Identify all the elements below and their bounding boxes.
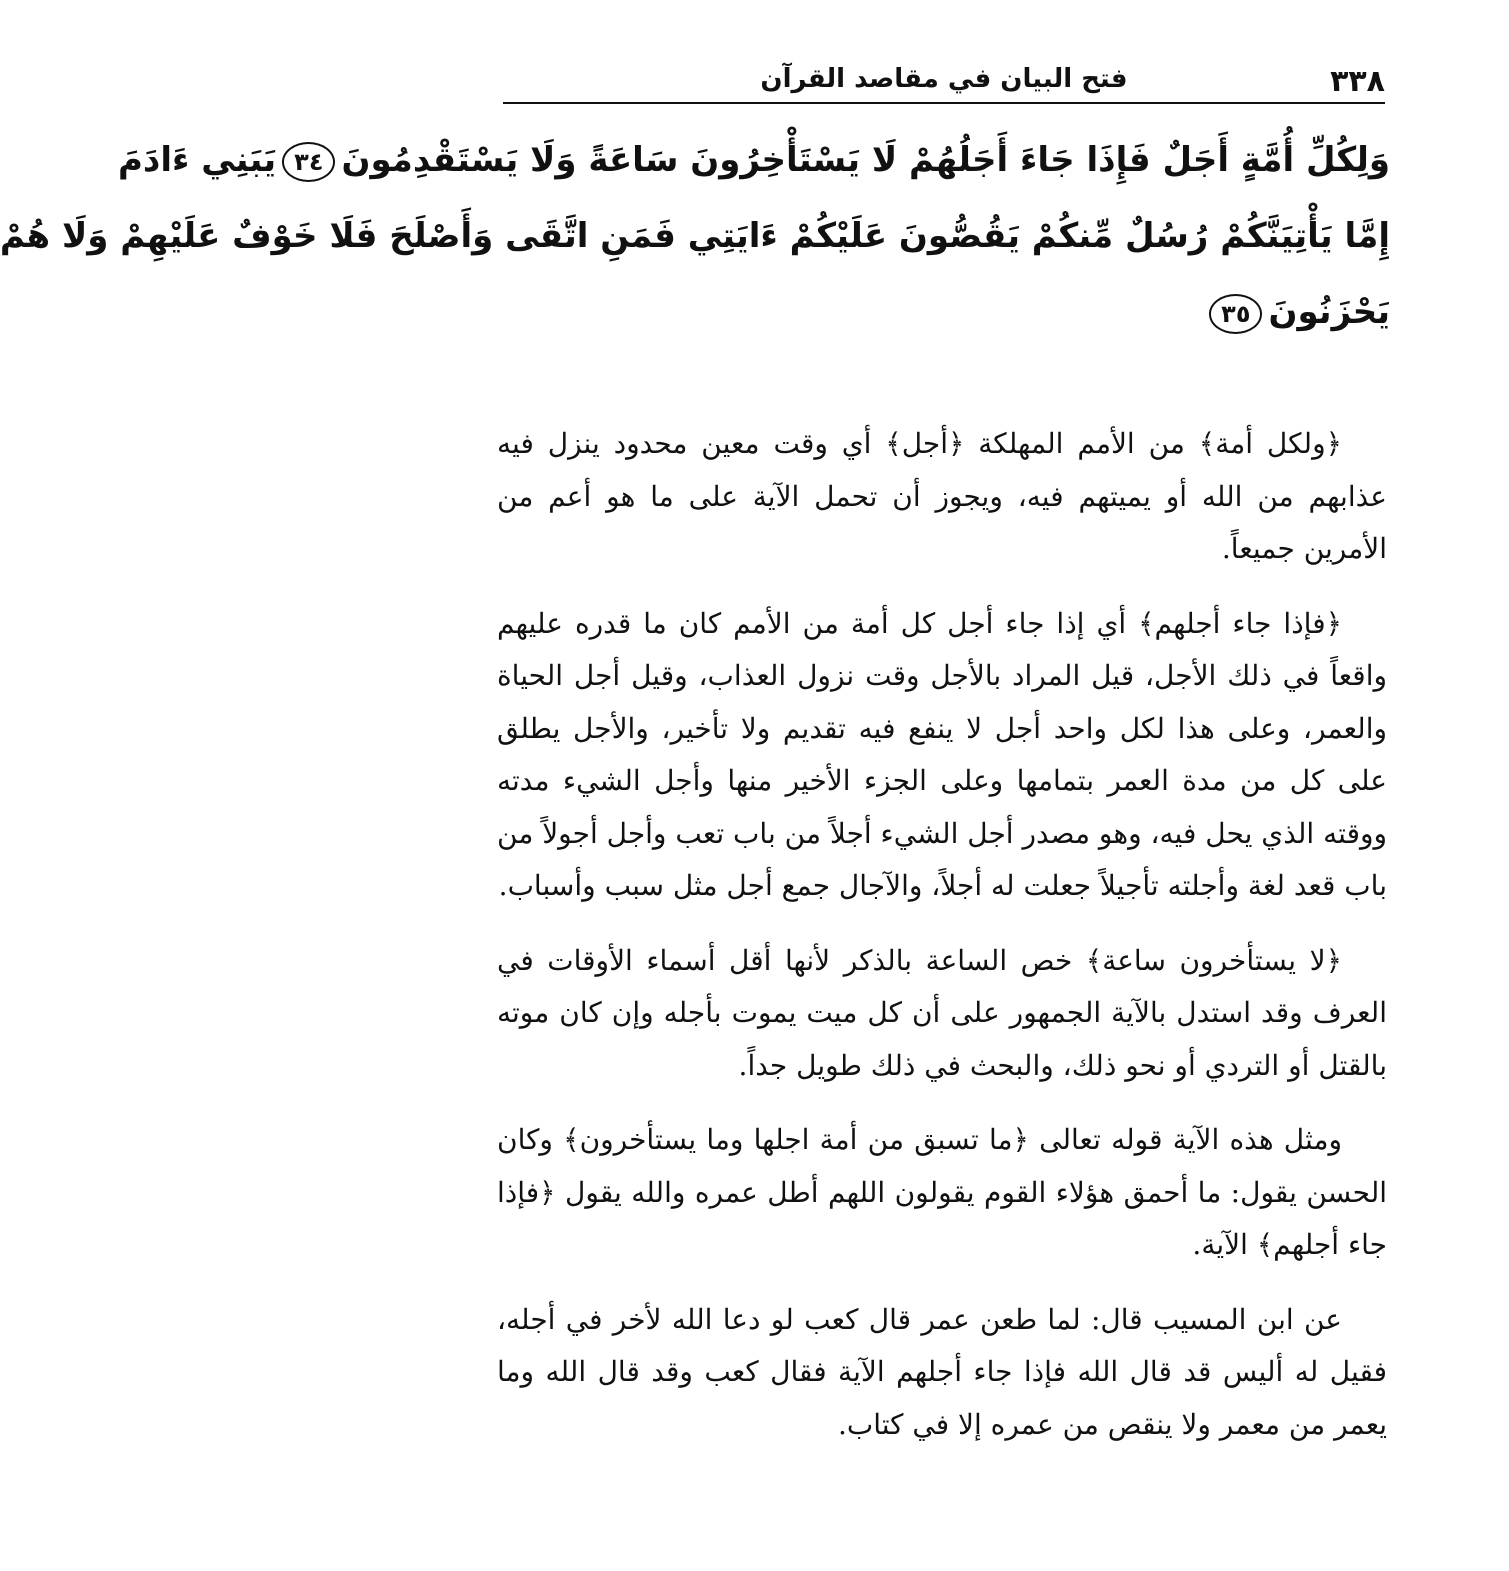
commentary-paragraph: ومثل هذه الآية قوله تعالى ﴿ما تسبق من أمة اجلها وما يستأخرون﴾ وكان الحسن يقول: ما أحمق هؤلاء القوم يقولون اللهم أطل عمره والله يقول ﴿فإذا جاء أجلهم﴾ الآية. xyxy=(497,1123,1387,1261)
book-title: فتح البيان في مقاصد القرآن xyxy=(760,64,1128,94)
quran-line-3 xyxy=(490,274,1390,350)
commentary-paragraph: ﴿فإذا جاء أجلهم﴾ أي إذا جاء أجل كل أمة من الأمم كان ما قدره عليهم واقعاً في ذلك الأجل، قيل المراد بالأجل وقت نزول العذاب، وقيل أجل الحياة والعمر، وعلى هذا لكل واحد أجل لا ينفع فيه تقديم ولا تأخير، والأجل يطلق على كل من مدة العمر بتمامها وعلى الجزء الأخير منها وأجل الشيء مدته ووقته الذي يحل فيه، وهو مصدر أجل الشيء أجلاً من باب تعب وأجل أجولاً من باب قعد لغة وأجلته تأجيلاً جعلت له أجلاً، والآجال جمع أجل مثل سبب وأسباب. xyxy=(497,606,1387,902)
commentary-paragraph: عن ابن المسيب قال: لما طعن عمر قال كعب لو دعا الله لأخر في أجله، فقيل له أليس قد قال الله فإذا جاء أجلهم الآية فقال كعب وقد قال الله وما يعمر من معمر ولا ينقص من عمره إلا في كتاب. xyxy=(497,1302,1387,1441)
page-number: ٣٣٨ xyxy=(1330,64,1385,99)
verse-number-marker: ٣٤ xyxy=(282,142,335,182)
verse-text: يَبَنِي ءَادَمَ xyxy=(118,140,277,180)
quran-line-2 xyxy=(0,198,1390,274)
quran-line-1 xyxy=(118,122,1390,198)
commentary-text xyxy=(497,418,1387,1451)
verse-text: وَلِكُلِّ أُمَّةٍ أَجَلٌ فَإِذَا جَاءَ أَجَلُهُمْ لَا يَسْتَأْخِرُونَ سَاعَةً وَلَا يَسْتَقْدِمُونَ xyxy=(341,140,1390,180)
commentary-paragraph: ﴿ولكل أمة﴾ من الأمم المهلكة ﴿أجل﴾ أي وقت معين محدود ينزل فيه عذابهم من الله أو يميتهم فيه، ويجوز أن تحمل الآية على ما هو أعم من الأمرين جميعاً. xyxy=(497,427,1387,565)
commentary-paragraph: ﴿لا يستأخرون ساعة﴾ خص الساعة بالذكر لأنها أقل أسماء الأوقات في العرف وقد استدل بالآية الجمهور على أن كل ميت يموت بأجله وإن كان موته بالقتل أو التردي أو نحو ذلك، والبحث في ذلك طويل جداً. xyxy=(497,943,1387,1082)
verse-number-marker: ٣٥ xyxy=(1209,294,1262,334)
verse-text: إِمَّا يَأْتِيَنَّكُمْ رُسُلٌ مِّنكُمْ يَقُصُّونَ عَلَيْكُمْ ءَايَتِي فَمَنِ اتَّقَى وَأَصْلَحَ فَلَا خَوْفٌ عَلَيْهِمْ وَلَا هُمْ xyxy=(0,216,1390,256)
verse-text: يَحْزَنُونَ xyxy=(1268,292,1390,332)
quran-verses xyxy=(0,122,1390,350)
page-header xyxy=(503,58,1385,104)
